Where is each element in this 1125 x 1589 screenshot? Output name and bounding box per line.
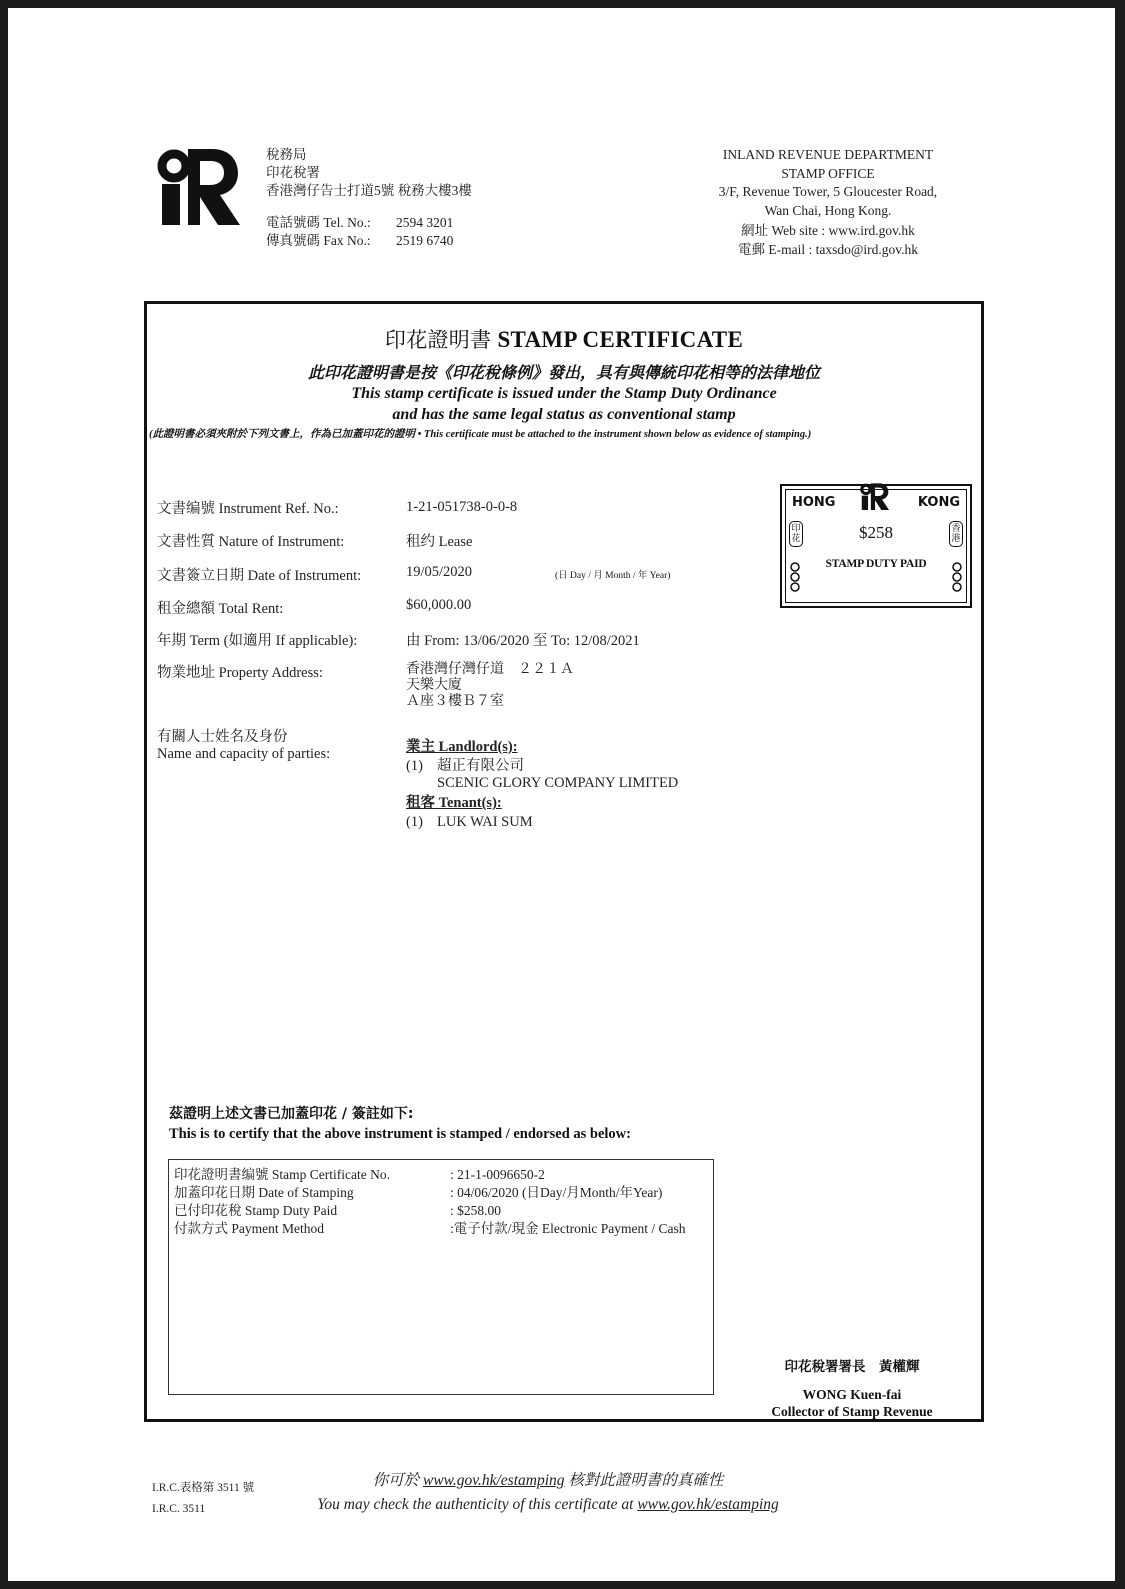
endorsement-label: 加蓋印花日期 Date of Stamping — [174, 1185, 354, 1200]
fax-value: 2519 6740 — [396, 233, 454, 248]
title-en: STAMP CERTIFICATE — [497, 327, 744, 352]
authenticity-zh — [158, 1469, 938, 1493]
fax-label: 傳真號碼 Fax No.: — [266, 233, 371, 248]
certificate-heading — [147, 324, 981, 441]
tenant-heading: 租客 Tenant(s): — [406, 795, 502, 811]
landlord-entry — [406, 758, 678, 775]
title-zh: 印花證明書 — [384, 328, 492, 352]
stamp-paid-text: STAMP DUTY PAID — [825, 558, 927, 570]
signature-block — [757, 1359, 947, 1420]
signature-zh: 印花稅署署長 黃權輝 — [784, 1359, 920, 1375]
date-format-hint: (日 Day / 月 Month / 年 Year) — [555, 571, 671, 581]
subtitle-en-2: and has the same legal status as conventional stamp — [392, 406, 736, 423]
address-en-1: 3/F, Revenue Tower, 5 Gloucester Road, — [718, 184, 938, 199]
address-line: Ａ座３樓Ｂ７室 — [406, 693, 504, 709]
parties-label — [157, 729, 330, 763]
email: 電郵 E-mail : taxsdo@ird.gov.hk — [738, 241, 918, 257]
parties-label-zh: 有關人士姓名及身份 — [157, 729, 288, 745]
endorsement-label: 已付印花稅 Stamp Duty Paid — [174, 1203, 338, 1218]
estamping-link[interactable]: www.gov.hk/estamping — [423, 1472, 565, 1489]
tenant-number: (1) — [406, 814, 423, 830]
endorsement-row — [174, 1184, 663, 1202]
nature-value: 租约 Lease — [406, 534, 473, 550]
office-name-zh: 印花稅署 — [266, 165, 320, 180]
date-label: 文書簽立日期 Date of Instrument: — [157, 568, 362, 584]
authenticity-en — [158, 1493, 938, 1517]
address-value — [406, 661, 574, 709]
certify-en: This is to certify that the above instrument is stamped / endorsed as below: — [169, 1126, 631, 1142]
ref-label: 文書编號 Instrument Ref. No.: — [157, 501, 339, 517]
header-right — [693, 146, 963, 259]
dept-name-en: INLAND REVENUE DEPARTMENT — [722, 147, 934, 162]
stamp-amount: $258 — [859, 523, 893, 542]
tel-row — [266, 214, 472, 232]
endorsement-row — [174, 1166, 545, 1184]
address-zh: 香港灣仔告士打道5號 稅務大樓3樓 — [266, 183, 472, 198]
endorsement-value: : 21-1-0096650-2 — [450, 1167, 545, 1182]
stamp-ornament-icon — [789, 562, 801, 592]
endorsement-box — [168, 1159, 714, 1395]
ird-logo — [154, 145, 240, 230]
endorsement-value: :電子付款/現金 Electronic Payment / Cash — [450, 1221, 686, 1236]
document-page — [8, 8, 1115, 1581]
stamp-duty-paid-stamp — [780, 484, 972, 608]
estamping-link[interactable]: www.gov.hk/estamping — [637, 1496, 779, 1513]
endorsement-label: 印花證明書编號 Stamp Certificate No. — [174, 1167, 390, 1182]
stamp-side-left: 印花 — [789, 521, 803, 547]
stamp-ir-logo — [857, 482, 891, 515]
certificate-frame — [144, 301, 984, 1422]
fax-row — [266, 232, 472, 250]
nature-label: 文書性質 Nature of Instrument: — [157, 534, 345, 550]
certificate-title — [147, 324, 981, 354]
certify-zh: 茲證明上述文書已加蓋印花 / 簽註如下: — [169, 1106, 414, 1122]
term-value: 由 From: 13/06/2020 至 To: 12/08/2021 — [406, 633, 640, 649]
endorsement-row — [174, 1202, 502, 1220]
landlord-number: (1) — [406, 758, 423, 774]
header-left — [266, 146, 472, 250]
term-label: 年期 Term (如適用 If applicable): — [157, 633, 358, 649]
stamp-ornament-icon — [951, 562, 963, 592]
landlord-name-zh: 超正有限公司 — [437, 758, 524, 774]
endorsement-row — [174, 1220, 686, 1238]
office-name-en: STAMP OFFICE — [781, 165, 875, 181]
tenant-name: LUK WAI SUM — [437, 814, 533, 830]
certify-statement — [169, 1104, 631, 1144]
form-number-zh: I.R.C.表格第 3511 號 — [152, 1482, 255, 1494]
address-en-2: Wan Chai, Hong Kong. — [764, 202, 892, 218]
parties-label-en: Name and capacity of parties: — [157, 746, 331, 762]
subtitle-zh: 此印花證明書是按《印花稅條例》發出，具有與傳統印花相等的法律地位 — [307, 363, 820, 382]
authenticity-note — [158, 1469, 938, 1517]
address-label: 物業地址 Property Address: — [157, 665, 323, 681]
parties-value — [406, 736, 678, 831]
endorsement-value: : $258.00 — [450, 1203, 502, 1218]
tel-value: 2594 3201 — [396, 215, 454, 230]
landlord-heading: 業主 Landlord(s): — [406, 739, 518, 755]
date-value: 19/05/2020 — [406, 564, 473, 580]
address-line: 香港灣仔灣仔道 ２２１Ａ — [406, 661, 574, 677]
rent-value: $60,000.00 — [406, 597, 472, 613]
signature-name: WONG Kuen-fai — [802, 1387, 902, 1402]
authenticity-zh-pre: 你可於 — [372, 1472, 420, 1489]
form-number-en: I.R.C. 3511 — [152, 1503, 206, 1515]
stamp-hong: HONG — [792, 495, 836, 510]
tenant-entry — [406, 814, 678, 831]
endorsement-label: 付款方式 Payment Method — [174, 1221, 324, 1236]
attachment-note: (此證明書必須夾附於下列文書上，作為已加蓋印花的證明 • This certificate must be attached to the instrument shown below as evidence of stamping.) — [149, 429, 812, 440]
stamp-side-right: 香港 — [949, 521, 963, 547]
signature-title: Collector of Stamp Revenue — [771, 1404, 933, 1419]
stamp-kong: KONG — [917, 495, 960, 510]
tel-label: 電話號碼 Tel. No.: — [266, 215, 371, 230]
endorsement-value: : 04/06/2020 (日Day/月Month/年Year) — [450, 1185, 663, 1200]
address-line: 天樂大廈 — [406, 677, 462, 693]
website: 網址 Web site : www.ird.gov.hk — [741, 223, 915, 238]
authenticity-zh-post: 核對此證明書的真確性 — [568, 1472, 724, 1489]
dept-name-zh: 稅務局 — [266, 147, 307, 162]
landlord-name-en: SCENIC GLORY COMPANY LIMITED — [437, 775, 679, 791]
authenticity-en-pre: You may check the authenticity of this certificate at — [317, 1496, 634, 1513]
subtitle-en-1: This stamp certificate is issued under the Stamp Duty Ordinance — [351, 385, 777, 402]
ref-value: 1-21-051738-0-0-8 — [406, 499, 518, 515]
rent-label: 租金總額 Total Rent: — [157, 601, 284, 617]
